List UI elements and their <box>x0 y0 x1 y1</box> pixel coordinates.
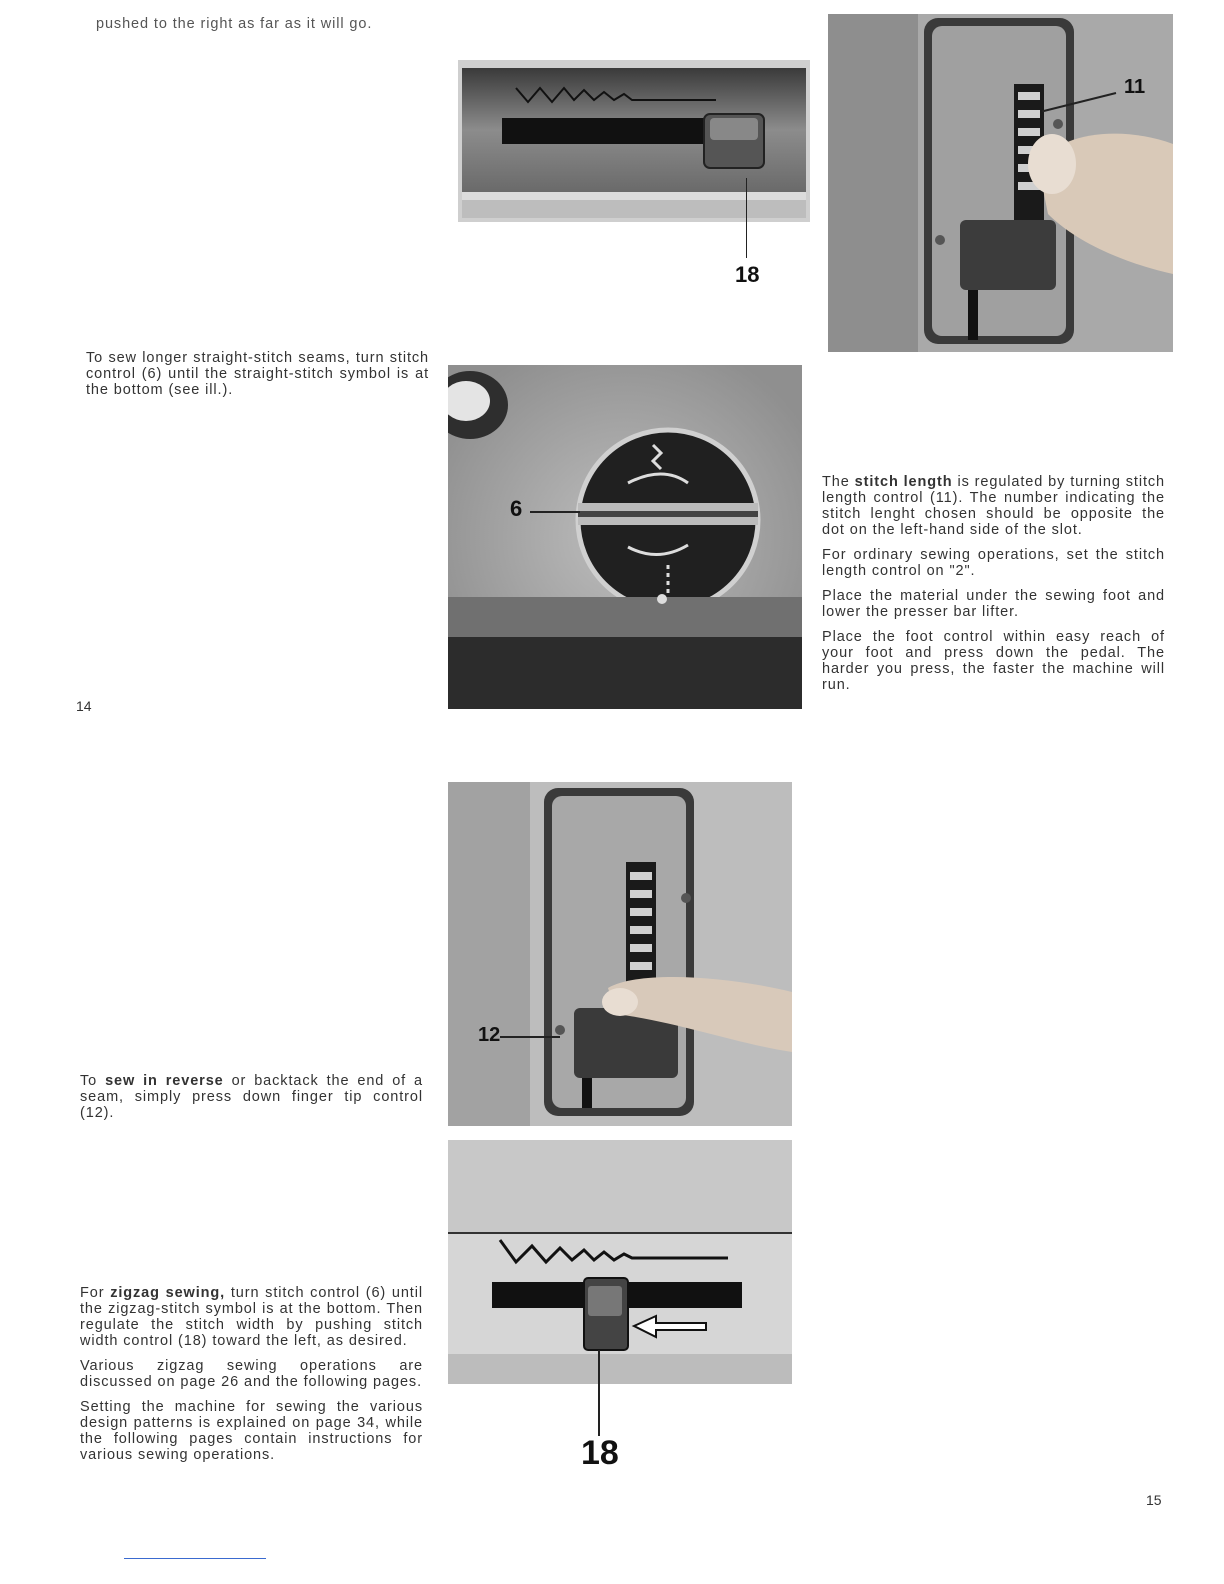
callout-6: 6 <box>510 496 523 521</box>
callout-12: 12 <box>478 1024 501 1046</box>
stitch-control-dial-photo <box>448 365 802 709</box>
reverse-control-illustration <box>448 782 792 1126</box>
straight-stitch-paragraph: To sew longer straight-stitch seams, turn stitch control (6) until the straight-stitch symbol is at the bottom (see ill.). <box>86 350 429 398</box>
bottom-rule <box>124 1558 266 1559</box>
callout-11: 11 <box>1124 76 1146 98</box>
callout-18-top: 18 <box>735 262 760 287</box>
stitch-width-slider-bottom-illustration <box>448 1140 792 1384</box>
callout-line-18-top <box>746 178 747 258</box>
stitch-width-slider-photo <box>458 60 810 222</box>
stitch-width-slider-illustration <box>458 60 810 222</box>
stitch-width-slider-bottom-photo <box>448 1140 792 1384</box>
callout-18-bottom: 18 <box>581 1434 619 1472</box>
stitch-control-dial-illustration <box>448 365 802 709</box>
stitch-length-control-photo <box>828 14 1173 352</box>
callout-line-6 <box>530 511 580 513</box>
page-number-left: 14 <box>76 698 92 714</box>
stitch-length-paragraphs: The stitch length is regulated by turning stitch length control (11). The number indicating the stitch lenght chosen should be opposite the dot on the left-hand side of the slot. For ordinary sewing operations, set the stitch length control on "2". Place the material under the sewing foot and lower the presser bar lifter. Place the foot control within easy reach of your foot and press down the pedal. The harder you press, the faster the machine will run. <box>822 474 1166 693</box>
page-number-right: 15 <box>1146 1492 1162 1508</box>
top-fragment-text: pushed to the right as far as it will go. <box>96 16 373 32</box>
callout-line-12 <box>500 1036 560 1038</box>
stitch-length-control-illustration <box>828 14 1173 352</box>
reverse-paragraph: To sew in reverse or backtack the end of a seam, simply press down finger tip control (12). <box>80 1073 423 1121</box>
callout-line-18-bottom <box>598 1350 600 1436</box>
reverse-control-photo <box>448 782 792 1126</box>
zigzag-paragraphs: For zigzag sewing, turn stitch control (6) until the zigzag-stitch symbol is at the bottom. Then regulate the stitch width by pushing stitch width control (18) toward the left, as desired. Various zigzag sewing operations are discussed on page 26 and the following pages. Setting the machine for sewing the various design patterns is explained on page 34, while the following pages contain instructions for various sewing operations. <box>80 1285 423 1463</box>
